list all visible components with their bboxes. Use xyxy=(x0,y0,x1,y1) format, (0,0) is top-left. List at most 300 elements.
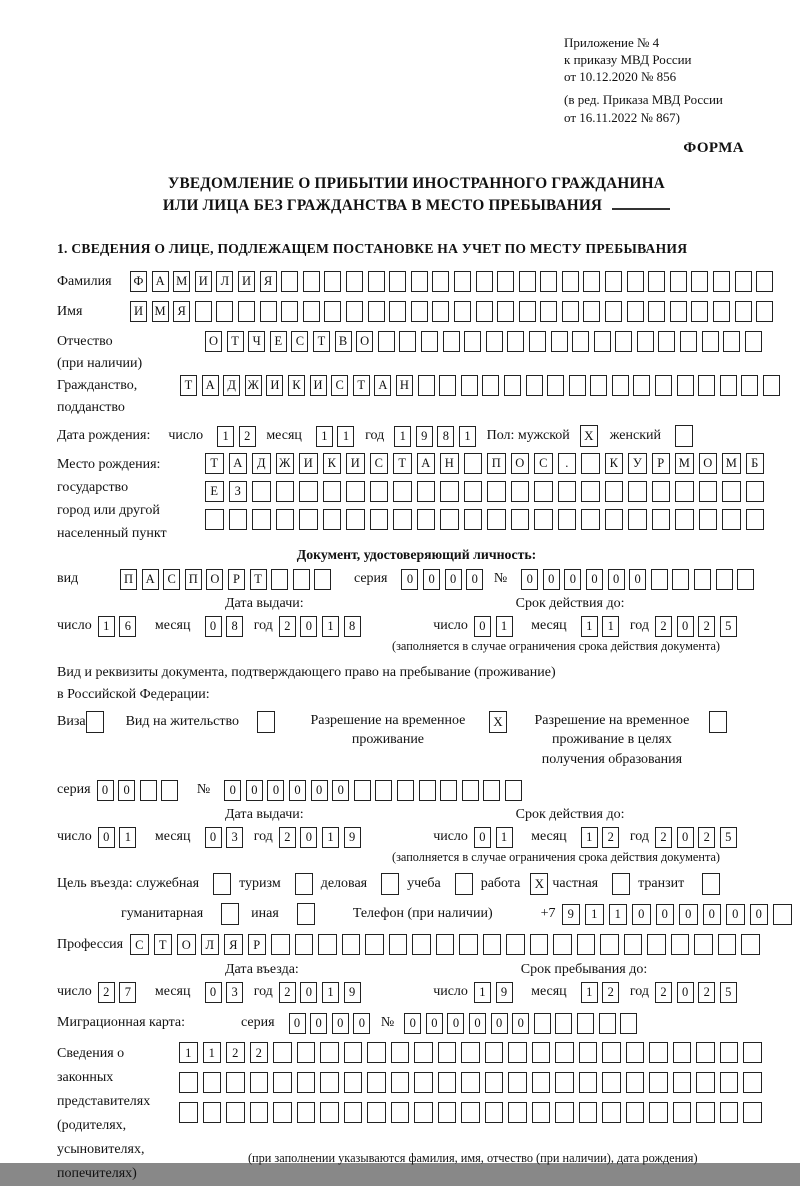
char-cell[interactable]: 0 xyxy=(474,616,491,637)
char-cell[interactable] xyxy=(411,301,428,322)
char-cell[interactable] xyxy=(389,301,406,322)
char-cell[interactable]: 2 xyxy=(655,827,672,848)
char-cell[interactable] xyxy=(720,1102,739,1123)
char-cell[interactable]: А xyxy=(417,453,436,474)
char-cell[interactable] xyxy=(393,481,412,502)
char-cell[interactable]: 2 xyxy=(239,426,256,447)
char-cell[interactable] xyxy=(583,271,600,292)
char-cell[interactable] xyxy=(482,375,499,396)
char-cell[interactable]: 0 xyxy=(521,569,538,590)
char-cell[interactable] xyxy=(540,301,557,322)
char-cell[interactable]: 0 xyxy=(543,569,560,590)
char-cell[interactable] xyxy=(299,509,318,530)
char-cell[interactable] xyxy=(250,1102,269,1123)
char-cell[interactable]: 8 xyxy=(226,616,243,637)
char-cell[interactable]: 2 xyxy=(98,982,115,1003)
char-cell[interactable] xyxy=(648,301,665,322)
char-cell[interactable] xyxy=(655,375,672,396)
char-cell[interactable] xyxy=(722,509,741,530)
char-cell[interactable]: 2 xyxy=(279,982,296,1003)
char-cell[interactable] xyxy=(590,375,607,396)
char-cell[interactable]: И xyxy=(310,375,327,396)
char-cell[interactable] xyxy=(485,1072,504,1093)
char-cell[interactable] xyxy=(577,934,596,955)
purpose-private-checkbox[interactable] xyxy=(612,873,630,895)
char-cell[interactable] xyxy=(344,1102,363,1123)
char-cell[interactable]: Т xyxy=(205,453,224,474)
char-cell[interactable]: Б xyxy=(746,453,765,474)
char-cell[interactable] xyxy=(320,1042,339,1063)
char-cell[interactable] xyxy=(344,1072,363,1093)
char-cell[interactable] xyxy=(558,481,577,502)
char-cell[interactable]: 3 xyxy=(226,982,243,1003)
char-cell[interactable] xyxy=(648,271,665,292)
char-cell[interactable] xyxy=(487,481,506,502)
char-cell[interactable] xyxy=(216,301,233,322)
char-cell[interactable]: 0 xyxy=(423,569,440,590)
char-cell[interactable] xyxy=(432,271,449,292)
char-cell[interactable] xyxy=(323,481,342,502)
char-cell[interactable] xyxy=(649,1072,668,1093)
char-cell[interactable]: С xyxy=(370,453,389,474)
char-cell[interactable]: 0 xyxy=(491,1013,508,1034)
char-cell[interactable] xyxy=(462,780,479,801)
char-cell[interactable] xyxy=(652,481,671,502)
char-cell[interactable] xyxy=(461,375,478,396)
char-cell[interactable]: 0 xyxy=(677,616,694,637)
char-cell[interactable] xyxy=(547,375,564,396)
char-cell[interactable] xyxy=(720,375,737,396)
char-cell[interactable] xyxy=(252,509,271,530)
char-cell[interactable] xyxy=(299,481,318,502)
char-cell[interactable] xyxy=(368,271,385,292)
char-cell[interactable] xyxy=(579,1042,598,1063)
char-cell[interactable]: 0 xyxy=(679,904,698,925)
char-cell[interactable] xyxy=(238,301,255,322)
char-cell[interactable]: С xyxy=(163,569,180,590)
char-cell[interactable]: 0 xyxy=(750,904,769,925)
char-cell[interactable]: О xyxy=(356,331,373,352)
char-cell[interactable]: П xyxy=(487,453,506,474)
char-cell[interactable]: В xyxy=(335,331,352,352)
char-cell[interactable] xyxy=(205,509,224,530)
char-cell[interactable]: 9 xyxy=(496,982,513,1003)
char-cell[interactable] xyxy=(293,569,310,590)
char-cell[interactable] xyxy=(670,301,687,322)
char-cell[interactable] xyxy=(673,1072,692,1093)
char-cell[interactable] xyxy=(276,481,295,502)
char-cell[interactable] xyxy=(393,509,412,530)
char-cell[interactable] xyxy=(620,1013,637,1034)
char-cell[interactable] xyxy=(615,331,632,352)
char-cell[interactable]: 2 xyxy=(698,982,715,1003)
temp-residence-edu-checkbox[interactable] xyxy=(709,711,727,733)
char-cell[interactable] xyxy=(569,375,586,396)
char-cell[interactable]: 1 xyxy=(581,982,598,1003)
char-cell[interactable] xyxy=(417,509,436,530)
char-cell[interactable]: 0 xyxy=(608,569,625,590)
char-cell[interactable]: М xyxy=(173,271,190,292)
char-cell[interactable]: Н xyxy=(396,375,413,396)
char-cell[interactable] xyxy=(540,271,557,292)
char-cell[interactable]: К xyxy=(323,453,342,474)
char-cell[interactable]: 1 xyxy=(496,827,513,848)
char-cell[interactable] xyxy=(461,1042,480,1063)
char-cell[interactable] xyxy=(696,1072,715,1093)
char-cell[interactable] xyxy=(602,1102,621,1123)
char-cell[interactable]: И xyxy=(299,453,318,474)
char-cell[interactable] xyxy=(694,569,711,590)
char-cell[interactable] xyxy=(718,934,737,955)
char-cell[interactable]: 0 xyxy=(289,1013,306,1034)
char-cell[interactable]: С xyxy=(130,934,149,955)
char-cell[interactable]: 5 xyxy=(720,616,737,637)
char-cell[interactable]: 1 xyxy=(316,426,333,447)
char-cell[interactable] xyxy=(412,934,431,955)
char-cell[interactable]: 0 xyxy=(466,569,483,590)
char-cell[interactable]: И xyxy=(130,301,147,322)
char-cell[interactable]: А xyxy=(142,569,159,590)
char-cell[interactable]: 0 xyxy=(311,780,328,801)
purpose-business-checkbox[interactable] xyxy=(381,873,399,895)
char-cell[interactable] xyxy=(346,481,365,502)
char-cell[interactable]: 8 xyxy=(437,426,454,447)
char-cell[interactable]: 0 xyxy=(445,569,462,590)
char-cell[interactable] xyxy=(532,1042,551,1063)
char-cell[interactable] xyxy=(649,1102,668,1123)
char-cell[interactable] xyxy=(179,1102,198,1123)
char-cell[interactable] xyxy=(741,934,760,955)
char-cell[interactable]: 2 xyxy=(655,982,672,1003)
char-cell[interactable]: Т xyxy=(180,375,197,396)
char-cell[interactable]: Р xyxy=(248,934,267,955)
char-cell[interactable] xyxy=(562,301,579,322)
char-cell[interactable] xyxy=(581,509,600,530)
char-cell[interactable]: 9 xyxy=(344,827,361,848)
char-cell[interactable]: 1 xyxy=(585,904,604,925)
char-cell[interactable] xyxy=(195,301,212,322)
char-cell[interactable]: Т xyxy=(353,375,370,396)
char-cell[interactable]: 2 xyxy=(655,616,672,637)
char-cell[interactable]: Я xyxy=(224,934,243,955)
char-cell[interactable] xyxy=(602,1072,621,1093)
char-cell[interactable]: 1 xyxy=(581,827,598,848)
char-cell[interactable]: 7 xyxy=(119,982,136,1003)
char-cell[interactable] xyxy=(411,271,428,292)
char-cell[interactable] xyxy=(534,1013,551,1034)
char-cell[interactable]: О xyxy=(699,453,718,474)
char-cell[interactable] xyxy=(273,1072,292,1093)
char-cell[interactable] xyxy=(226,1072,245,1093)
char-cell[interactable] xyxy=(723,331,740,352)
char-cell[interactable]: 0 xyxy=(677,827,694,848)
char-cell[interactable] xyxy=(342,934,361,955)
char-cell[interactable]: 1 xyxy=(322,827,339,848)
char-cell[interactable]: К xyxy=(605,453,624,474)
char-cell[interactable]: 0 xyxy=(246,780,263,801)
char-cell[interactable] xyxy=(297,1072,316,1093)
char-cell[interactable] xyxy=(532,1102,551,1123)
char-cell[interactable]: 0 xyxy=(677,982,694,1003)
char-cell[interactable] xyxy=(698,375,715,396)
char-cell[interactable] xyxy=(605,509,624,530)
char-cell[interactable] xyxy=(419,780,436,801)
char-cell[interactable] xyxy=(626,1042,645,1063)
char-cell[interactable]: 2 xyxy=(698,616,715,637)
char-cell[interactable] xyxy=(346,301,363,322)
char-cell[interactable] xyxy=(454,301,471,322)
char-cell[interactable]: 1 xyxy=(337,426,354,447)
char-cell[interactable] xyxy=(720,1042,739,1063)
purpose-official-checkbox[interactable] xyxy=(213,873,231,895)
visa-checkbox[interactable] xyxy=(86,711,104,733)
purpose-tourism-checkbox[interactable] xyxy=(295,873,313,895)
char-cell[interactable]: 1 xyxy=(179,1042,198,1063)
char-cell[interactable] xyxy=(226,1102,245,1123)
char-cell[interactable] xyxy=(680,331,697,352)
char-cell[interactable] xyxy=(519,271,536,292)
char-cell[interactable]: Д xyxy=(252,453,271,474)
char-cell[interactable]: 0 xyxy=(447,1013,464,1034)
char-cell[interactable]: О xyxy=(205,331,222,352)
char-cell[interactable] xyxy=(414,1072,433,1093)
char-cell[interactable] xyxy=(324,301,341,322)
char-cell[interactable] xyxy=(626,1102,645,1123)
char-cell[interactable] xyxy=(508,1042,527,1063)
char-cell[interactable] xyxy=(438,1042,457,1063)
char-cell[interactable]: 0 xyxy=(310,1013,327,1034)
char-cell[interactable]: У xyxy=(628,453,647,474)
char-cell[interactable] xyxy=(508,1102,527,1123)
char-cell[interactable]: 0 xyxy=(300,827,317,848)
char-cell[interactable] xyxy=(581,453,600,474)
char-cell[interactable] xyxy=(722,481,741,502)
char-cell[interactable]: С xyxy=(291,331,308,352)
char-cell[interactable] xyxy=(572,331,589,352)
char-cell[interactable] xyxy=(627,301,644,322)
char-cell[interactable] xyxy=(497,301,514,322)
char-cell[interactable]: С xyxy=(331,375,348,396)
char-cell[interactable] xyxy=(743,1072,762,1093)
char-cell[interactable] xyxy=(438,1072,457,1093)
char-cell[interactable] xyxy=(273,1102,292,1123)
residence-permit-checkbox[interactable] xyxy=(257,711,275,733)
char-cell[interactable] xyxy=(602,1042,621,1063)
char-cell[interactable] xyxy=(414,1102,433,1123)
char-cell[interactable] xyxy=(691,301,708,322)
char-cell[interactable]: 2 xyxy=(250,1042,269,1063)
char-cell[interactable]: 2 xyxy=(602,827,619,848)
char-cell[interactable] xyxy=(439,375,456,396)
char-cell[interactable]: 0 xyxy=(564,569,581,590)
char-cell[interactable] xyxy=(391,1042,410,1063)
char-cell[interactable] xyxy=(647,934,666,955)
char-cell[interactable] xyxy=(203,1072,222,1093)
char-cell[interactable] xyxy=(389,271,406,292)
char-cell[interactable] xyxy=(483,780,500,801)
char-cell[interactable]: 0 xyxy=(512,1013,529,1034)
char-cell[interactable] xyxy=(713,271,730,292)
char-cell[interactable] xyxy=(649,1042,668,1063)
char-cell[interactable]: З xyxy=(229,481,248,502)
char-cell[interactable] xyxy=(746,481,765,502)
char-cell[interactable] xyxy=(438,1102,457,1123)
char-cell[interactable] xyxy=(414,1042,433,1063)
char-cell[interactable] xyxy=(579,1072,598,1093)
char-cell[interactable]: 1 xyxy=(496,616,513,637)
char-cell[interactable] xyxy=(532,1072,551,1093)
char-cell[interactable]: П xyxy=(120,569,137,590)
char-cell[interactable]: Т xyxy=(250,569,267,590)
char-cell[interactable] xyxy=(672,569,689,590)
char-cell[interactable] xyxy=(378,331,395,352)
char-cell[interactable]: И xyxy=(238,271,255,292)
char-cell[interactable] xyxy=(671,934,690,955)
char-cell[interactable] xyxy=(507,331,524,352)
char-cell[interactable]: Р xyxy=(652,453,671,474)
char-cell[interactable]: 0 xyxy=(586,569,603,590)
char-cell[interactable]: 1 xyxy=(203,1042,222,1063)
char-cell[interactable]: 0 xyxy=(426,1013,443,1034)
char-cell[interactable] xyxy=(651,569,668,590)
char-cell[interactable] xyxy=(534,509,553,530)
char-cell[interactable] xyxy=(699,509,718,530)
char-cell[interactable] xyxy=(271,569,288,590)
char-cell[interactable] xyxy=(271,934,290,955)
char-cell[interactable] xyxy=(461,1102,480,1123)
char-cell[interactable]: И xyxy=(346,453,365,474)
char-cell[interactable] xyxy=(605,271,622,292)
char-cell[interactable]: 0 xyxy=(97,780,114,801)
char-cell[interactable] xyxy=(252,481,271,502)
char-cell[interactable]: 1 xyxy=(119,827,136,848)
char-cell[interactable] xyxy=(699,481,718,502)
char-cell[interactable] xyxy=(432,301,449,322)
char-cell[interactable] xyxy=(673,1102,692,1123)
char-cell[interactable] xyxy=(436,934,455,955)
char-cell[interactable]: О xyxy=(177,934,196,955)
char-cell[interactable] xyxy=(354,780,371,801)
char-cell[interactable] xyxy=(628,509,647,530)
char-cell[interactable]: 2 xyxy=(602,982,619,1003)
char-cell[interactable] xyxy=(551,331,568,352)
char-cell[interactable] xyxy=(756,271,773,292)
char-cell[interactable] xyxy=(391,1102,410,1123)
char-cell[interactable] xyxy=(529,331,546,352)
char-cell[interactable]: 5 xyxy=(720,827,737,848)
char-cell[interactable] xyxy=(673,1042,692,1063)
char-cell[interactable] xyxy=(464,509,483,530)
purpose-humanitarian-checkbox[interactable] xyxy=(221,903,239,925)
char-cell[interactable]: 1 xyxy=(394,426,411,447)
char-cell[interactable] xyxy=(440,481,459,502)
char-cell[interactable]: Т xyxy=(313,331,330,352)
char-cell[interactable] xyxy=(365,934,384,955)
char-cell[interactable]: М xyxy=(152,301,169,322)
char-cell[interactable] xyxy=(716,569,733,590)
char-cell[interactable] xyxy=(519,301,536,322)
sex-female-checkbox[interactable] xyxy=(675,425,693,447)
char-cell[interactable] xyxy=(397,780,414,801)
char-cell[interactable]: 0 xyxy=(629,569,646,590)
char-cell[interactable]: 0 xyxy=(474,827,491,848)
char-cell[interactable]: 3 xyxy=(226,827,243,848)
char-cell[interactable]: 0 xyxy=(98,827,115,848)
char-cell[interactable] xyxy=(735,301,752,322)
char-cell[interactable]: 1 xyxy=(322,982,339,1003)
char-cell[interactable] xyxy=(511,481,530,502)
char-cell[interactable]: 0 xyxy=(205,982,222,1003)
char-cell[interactable] xyxy=(558,509,577,530)
char-cell[interactable] xyxy=(459,934,478,955)
char-cell[interactable] xyxy=(633,375,650,396)
char-cell[interactable] xyxy=(773,904,792,925)
char-cell[interactable] xyxy=(486,331,503,352)
char-cell[interactable]: Е xyxy=(270,331,287,352)
char-cell[interactable] xyxy=(741,375,758,396)
char-cell[interactable]: А xyxy=(374,375,391,396)
char-cell[interactable] xyxy=(600,934,619,955)
char-cell[interactable] xyxy=(605,301,622,322)
purpose-other-checkbox[interactable] xyxy=(297,903,315,925)
char-cell[interactable]: 9 xyxy=(344,982,361,1003)
char-cell[interactable] xyxy=(367,1072,386,1093)
char-cell[interactable] xyxy=(281,301,298,322)
char-cell[interactable]: 2 xyxy=(279,827,296,848)
char-cell[interactable]: 0 xyxy=(469,1013,486,1034)
char-cell[interactable] xyxy=(464,331,481,352)
char-cell[interactable]: 0 xyxy=(726,904,745,925)
char-cell[interactable]: М xyxy=(675,453,694,474)
purpose-study-checkbox[interactable] xyxy=(455,873,473,895)
char-cell[interactable] xyxy=(627,271,644,292)
char-cell[interactable] xyxy=(370,481,389,502)
char-cell[interactable] xyxy=(464,453,483,474)
char-cell[interactable] xyxy=(508,1072,527,1093)
char-cell[interactable]: О xyxy=(206,569,223,590)
char-cell[interactable]: 1 xyxy=(459,426,476,447)
char-cell[interactable]: Ч xyxy=(248,331,265,352)
char-cell[interactable]: 0 xyxy=(300,616,317,637)
char-cell[interactable] xyxy=(485,1042,504,1063)
char-cell[interactable] xyxy=(476,271,493,292)
char-cell[interactable]: 0 xyxy=(332,1013,349,1034)
char-cell[interactable] xyxy=(418,375,435,396)
char-cell[interactable]: 1 xyxy=(602,616,619,637)
char-cell[interactable]: А xyxy=(229,453,248,474)
char-cell[interactable] xyxy=(320,1102,339,1123)
char-cell[interactable] xyxy=(389,934,408,955)
char-cell[interactable] xyxy=(443,331,460,352)
char-cell[interactable] xyxy=(579,1102,598,1123)
char-cell[interactable]: 0 xyxy=(656,904,675,925)
char-cell[interactable] xyxy=(179,1072,198,1093)
char-cell[interactable] xyxy=(511,509,530,530)
char-cell[interactable]: И xyxy=(266,375,283,396)
char-cell[interactable] xyxy=(624,934,643,955)
char-cell[interactable] xyxy=(670,271,687,292)
char-cell[interactable] xyxy=(504,375,521,396)
char-cell[interactable]: К xyxy=(288,375,305,396)
char-cell[interactable] xyxy=(303,301,320,322)
char-cell[interactable] xyxy=(696,1102,715,1123)
sex-male-checkbox[interactable]: X xyxy=(580,425,598,447)
char-cell[interactable] xyxy=(555,1072,574,1093)
char-cell[interactable] xyxy=(534,481,553,502)
char-cell[interactable] xyxy=(599,1013,616,1034)
char-cell[interactable]: А xyxy=(152,271,169,292)
char-cell[interactable] xyxy=(140,780,157,801)
